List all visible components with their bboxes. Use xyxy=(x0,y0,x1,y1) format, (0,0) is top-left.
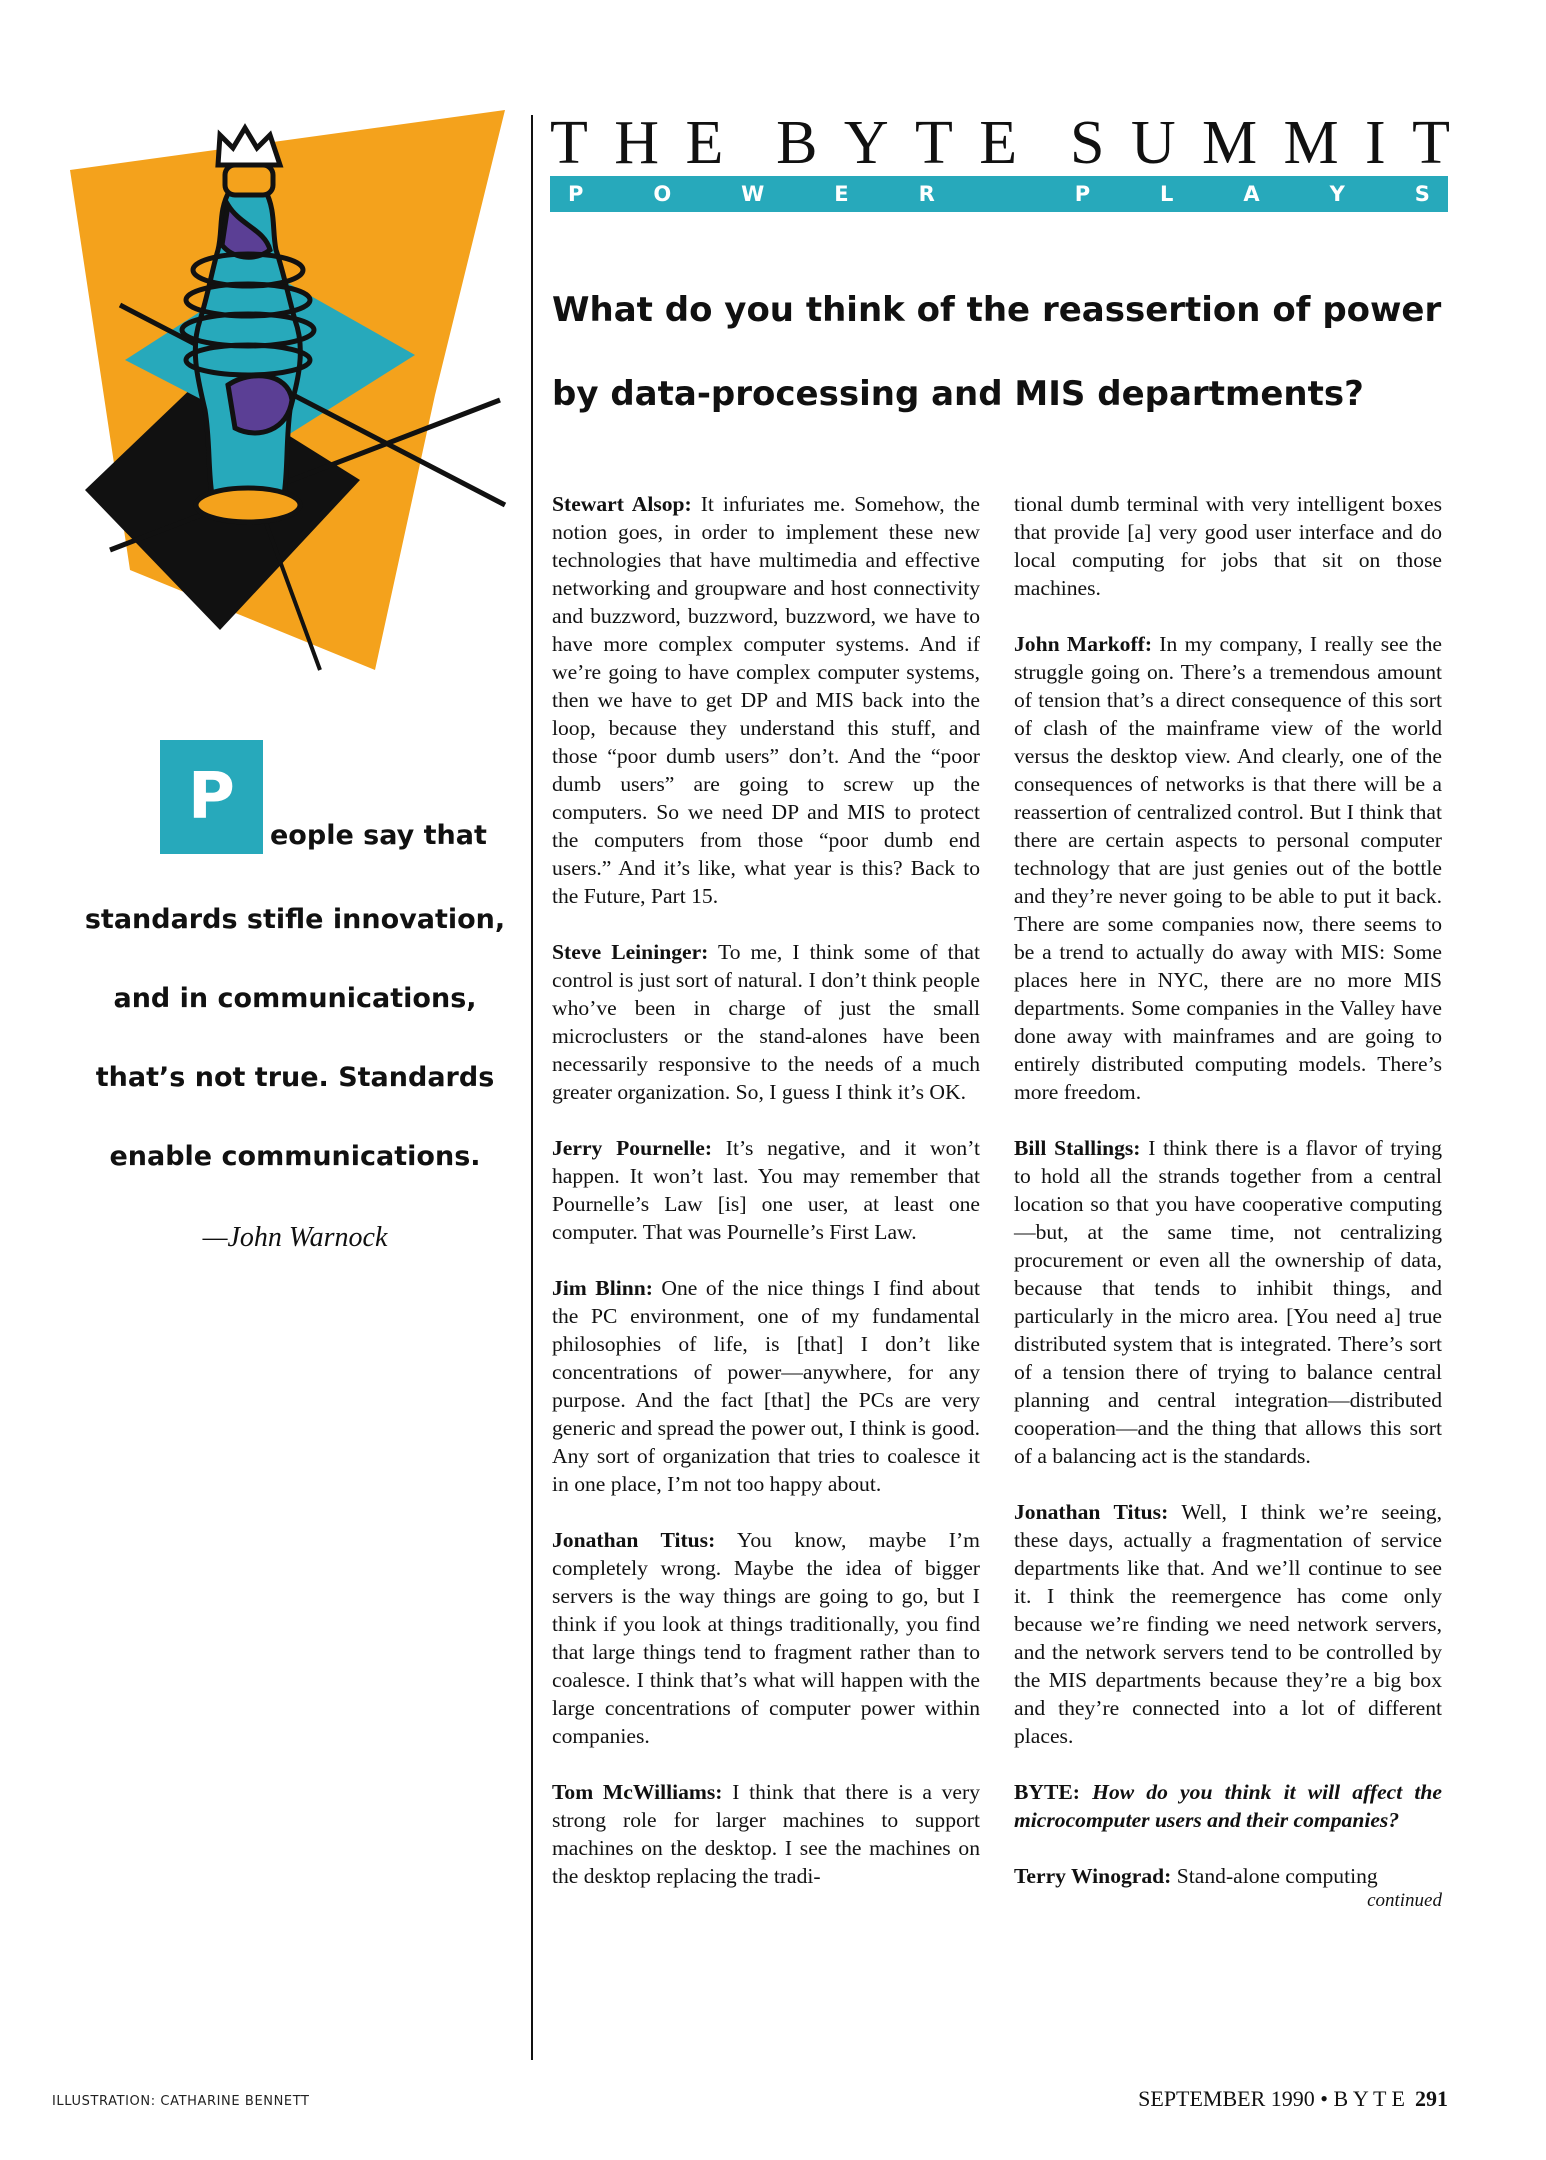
speaker-name: Jonathan Titus: xyxy=(1014,1500,1169,1524)
illustration-credit: ILLUSTRATION: CATHARINE BENNETT xyxy=(52,2094,310,2109)
paragraph: Jonathan Titus: You know, maybe I’m completely wrong. Maybe the idea of bigger servers is the way things are going to go, but I think if you look at things traditionally, you find that large things tend to fragment rather than to coalesce. I think that’s what will happen with the large concentrations of computer power within companies. xyxy=(552,1528,980,1748)
title-letter: T xyxy=(915,108,953,177)
article-column-2 xyxy=(1014,490,1442,1912)
speaker-name: Jerry Pournelle: xyxy=(552,1136,713,1160)
page-folio: SEPTEMBER 1990 • B Y T E 291 xyxy=(1138,2086,1448,2111)
speaker-name: Tom McWilliams: xyxy=(552,1780,723,1804)
title-letter: T xyxy=(550,108,588,177)
title-letter: E xyxy=(685,108,724,177)
byte-question: BYTE: How do you think it will affect the microcomputer users and their companies? xyxy=(1014,1780,1442,1832)
paragraph: Jim Blinn: One of the nice things I find about the PC environment, one of my fundamental philosophies of life, is [that] I don’t like concentrations of power—anywhere, for any purpose. And the fact [that] the PCs are very generic and spread the power out, I think is good. Any sort of organization that tries to coalesce it in one place, I’m not too happy about. xyxy=(552,1276,980,1496)
title-letter: E xyxy=(979,108,1018,177)
paragraph: Stewart Alsop: It infuriates me. Somehow, the notion goes, in order to implement these new technologies that have multimedia and effective networking and groupware and host connectivity and buzzword, buzzword, buzzword, we have to have more complex computer systems. And if we’re going to have complex computer systems, then we have to get DP and MIS back into the loop, because they understand this stuff, and those “poor dumb users” don’t. And the “poor dumb users” are going to screw up the computers. So we need DP and MIS to protect the computers from those “poor dumb end users.” And it’s like, what year is this? Back to the Future, Part 15. xyxy=(552,492,980,908)
title-letter: M xyxy=(1283,108,1339,177)
article-column-1 xyxy=(552,490,980,1918)
title-letter: S xyxy=(1069,108,1105,177)
paragraph: Tom McWilliams: I think that there is a very strong role for larger machines to support machines on the desktop. I see the machines on the desktop replacing the tradi- xyxy=(552,1780,981,1888)
speaker-name: Bill Stallings: xyxy=(1014,1136,1141,1160)
question-heading xyxy=(552,268,1452,436)
paragraph: Terry Winograd: Stand-alone computing xyxy=(1014,1864,1378,1888)
illustration xyxy=(40,110,540,690)
pull-quote-line: enable communications. xyxy=(109,1141,481,1172)
page-title xyxy=(550,105,1450,181)
page-number: 291 xyxy=(1415,2086,1448,2111)
title-letter: M xyxy=(1201,108,1258,177)
title-letter: S xyxy=(1414,182,1430,206)
title-letter: Y xyxy=(843,108,889,177)
speaker-name: Steve Leininger: xyxy=(552,940,709,964)
pull-quote-line: standards stifle innovation, xyxy=(84,904,506,935)
title-letter: H xyxy=(614,108,660,177)
paragraph: Jerry Pournelle: It’s negative, and it won’t happen. It won’t last. You may remember that Pournelle’s Law [is] one user, at least one computer. That was Pournelle’s First Law. xyxy=(552,1136,980,1244)
title-letter: A xyxy=(1243,182,1260,206)
paragraph: Jonathan Titus: Well, I think we’re seeing, these days, actually a fragmentation of service departments like that. And we’ll continue to see it. I think the reemergence has come only because we’re finding we need network servers, and the network servers tend to be controlled by the MIS departments because they’re a big box and they’re connected into a lot of different places. xyxy=(1014,1500,1442,1748)
pull-quote-line: eople say that xyxy=(270,820,487,851)
drop-cap: P xyxy=(160,740,263,854)
speaker-name: John Markoff: xyxy=(1014,632,1153,656)
pull-quote-line: and in communications, xyxy=(113,983,477,1014)
pull-quote xyxy=(60,740,530,1254)
speaker-name: BYTE: xyxy=(1014,1780,1080,1804)
paragraph: Bill Stallings: I think there is a flavor of trying to hold all the strands together from a central location so that you have cooperative computing—but, at the same time, not centralizing procurement or even all the ownership of data, because that tends to inhibit things, and particularly in the micro area. [You need a] true distributed system that is integrated. There’s sort of a tension there of trying to balance central planning and central integration—distributed cooperation—and the thing that allows this sort of a balancing act is the standards. xyxy=(1014,1136,1442,1468)
title-letter: W xyxy=(741,182,765,206)
speaker-name: Terry Winograd: xyxy=(1014,1864,1172,1888)
speaker-name: Stewart Alsop: xyxy=(552,492,692,516)
continued-label: continued xyxy=(1367,1890,1442,1911)
title-letter: P xyxy=(568,182,584,206)
title-letter: L xyxy=(1160,182,1174,206)
title-letter: E xyxy=(834,182,849,206)
speaker-name: Jim Blinn: xyxy=(552,1276,653,1300)
title-letter: O xyxy=(653,182,672,206)
title-letter: Y xyxy=(1329,182,1345,206)
paragraph: tional dumb terminal with very intelligent boxes that provide [a] very good user interface and do local computing for jobs that sit on those machines. xyxy=(1014,492,1442,600)
paragraph: Steve Leininger: To me, I think some of that control is just sort of natural. I don’t think people who’ve been in charge of just the small microclusters or the stand-alones have been necessarily responsive to the needs of a much greater organization. So, I guess I think it’s OK. xyxy=(552,940,981,1104)
title-letter: I xyxy=(1365,108,1386,177)
title-letter: T xyxy=(1412,108,1450,177)
title-letter: R xyxy=(918,182,935,206)
title-letter: P xyxy=(1074,182,1091,206)
section-banner xyxy=(550,176,1448,212)
column-rule xyxy=(531,115,533,2060)
paragraph: John Markoff: In my company, I really see the struggle going on. There’s a tremendous amount of tension that’s a direct consequence of this sort of clash of the mainframe view of the world versus the desktop view. And clearly, one of the consequences of networks is that there will be a reassertion of centralized control. But I think that there are certain aspects to personal computer technology that are just genies out of the bottle and they’re never going to be able to put it back. There are some companies now, there seems to be a trend to actually do away with MIS: Some places here in NYC, there are no more MIS departments. Some companies in the Valley have done away with mainframes and are going to entirely distributed computing models. There’s more freedom. xyxy=(1014,632,1442,1104)
pull-quote-line: that’s not true. Standards xyxy=(95,1062,495,1093)
pull-quote-attribution: —John Warnock xyxy=(202,1222,388,1253)
question-line: What do you think of the reassertion of power xyxy=(552,290,1442,330)
question-line: by data-processing and MIS departments? xyxy=(552,374,1364,414)
speaker-name: Jonathan Titus: xyxy=(552,1528,716,1552)
title-letter: U xyxy=(1130,108,1176,177)
title-letter: B xyxy=(776,108,818,177)
